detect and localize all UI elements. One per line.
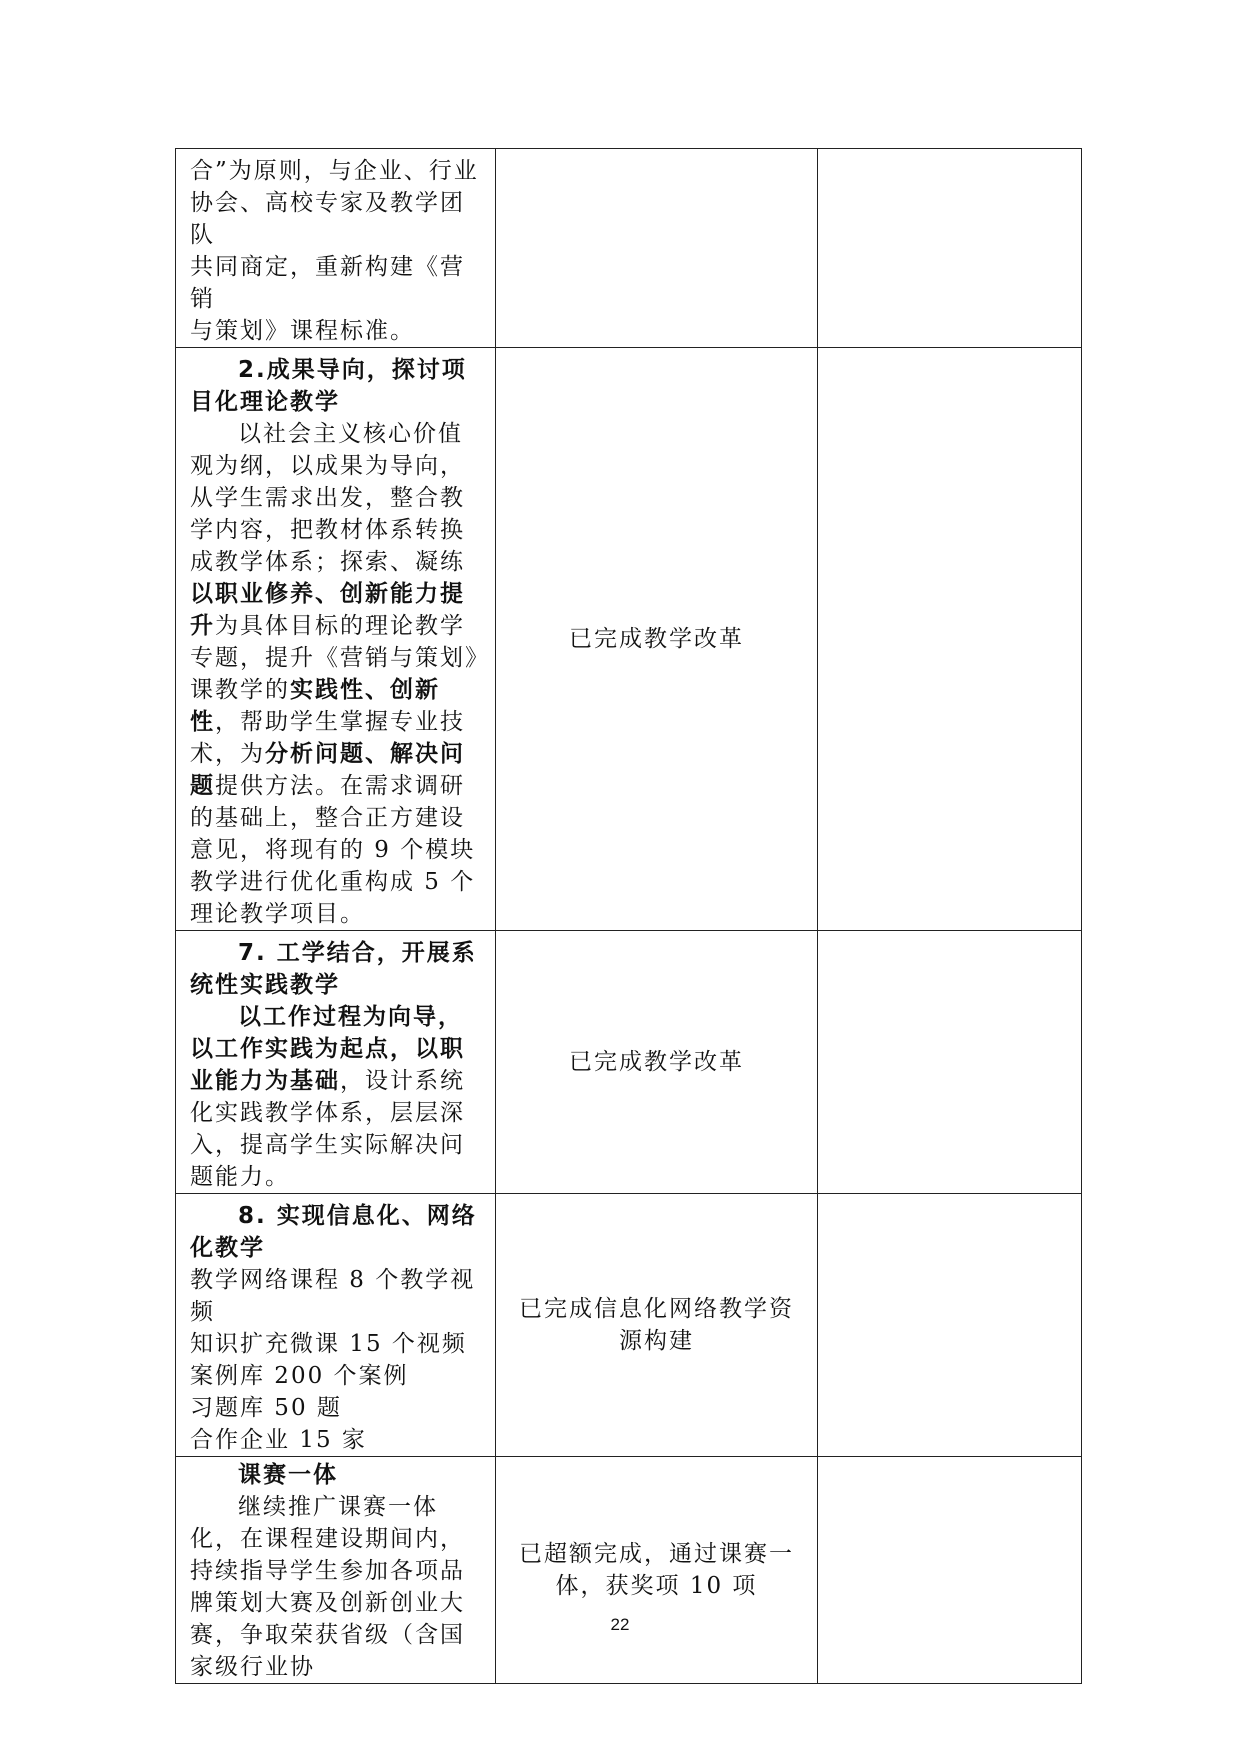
item-body: 以社会主义核心价值观为纲，以成果为导向，从学生需求出发，整合教学内容，把教材体系转换成教学体系；探索、凝练以职业修养、创新能力提升为具体目标的理论教学专题，提升《营销与策划》课教学的实践性、创新性，帮助学生掌握专业技术，为分析问题、解决问题提供方法。在需求调研的基础上，整合正方建设意见，将现有的 9 个模块教学进行优化重构成 5 个理论教学项目。 xyxy=(190,421,479,927)
resource-line: 案例库 200 个案例 xyxy=(190,1363,409,1389)
task-cell xyxy=(176,1457,496,1684)
status-cell: 已完成信息化网络教学资源构建 xyxy=(496,1194,818,1457)
table-row xyxy=(176,1194,1082,1457)
item-title: 8. 实现信息化、网络化教学 xyxy=(190,1203,477,1261)
status-cell: 已完成教学改革 xyxy=(496,931,818,1194)
note-cell xyxy=(818,931,1082,1194)
task-cell xyxy=(176,1194,496,1457)
cell-line: 共同商定，重新构建《营销 xyxy=(190,254,465,312)
item-title: 7. 工学结合，开展系统性实践教学 xyxy=(190,940,477,998)
status-cell: 已完成教学改革 xyxy=(496,348,818,931)
cell-line: 与策划》课程标准。 xyxy=(190,318,415,344)
resource-line: 习题库 50 题 xyxy=(190,1395,342,1421)
cell-line: 协会、高校专家及教学团队 xyxy=(190,190,465,248)
table-row xyxy=(176,931,1082,1194)
resource-line: 知识扩充微课 15 个视频 xyxy=(190,1331,467,1357)
content-table xyxy=(175,148,1082,1684)
task-cell xyxy=(176,931,496,1194)
status-cell: 已超额完成，通过课赛一体，获奖项 10 项 xyxy=(496,1457,818,1684)
note-cell xyxy=(818,348,1082,931)
note-cell xyxy=(818,1194,1082,1457)
task-cell xyxy=(176,348,496,931)
status-cell xyxy=(496,149,818,348)
item-title: 2.成果导向，探讨项目化理论教学 xyxy=(190,357,467,415)
note-cell xyxy=(818,1457,1082,1684)
task-cell xyxy=(176,149,496,348)
table-row xyxy=(176,1457,1082,1684)
resource-line: 合作企业 15 家 xyxy=(190,1427,367,1453)
cell-line: 合”为原则，与企业、行业 xyxy=(190,158,479,184)
resource-line: 教学网络课程 8 个教学视频 xyxy=(190,1267,476,1325)
table-row xyxy=(176,348,1082,931)
page-number: 22 xyxy=(610,1615,630,1634)
table-row xyxy=(176,149,1082,348)
note-cell xyxy=(818,149,1082,348)
item-title: 课赛一体 xyxy=(238,1462,338,1488)
item-body: 继续推广课赛一体化，在课程建设期间内，持续指导学生参加各项品牌策划大赛及创新创业大赛，争取荣获省级（含国家级行业协 xyxy=(190,1494,465,1680)
item-body: 以工作过程为向导，以工作实践为起点，以职业能力为基础，设计系统化实践教学体系，层层深入，提高学生实际解决问题能力。 xyxy=(190,1004,465,1190)
